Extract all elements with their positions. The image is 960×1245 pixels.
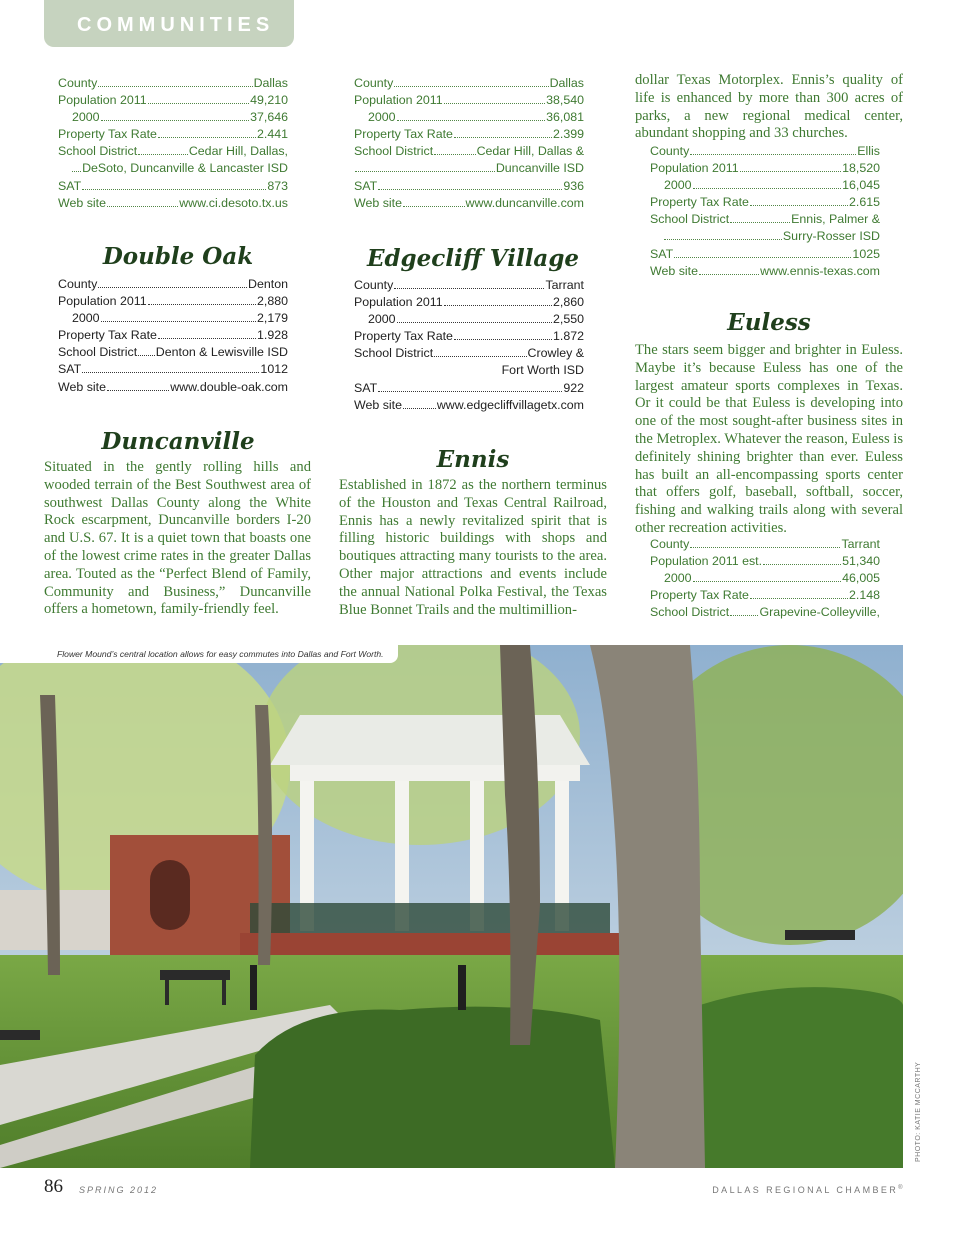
fact-row-tax-rate: Property Tax Rate 1.872 [354, 329, 584, 344]
heading-euless: Euless [727, 309, 811, 336]
website-link[interactable]: www.duncanville.com [465, 195, 584, 210]
fact-row-population-2011: Population 2011 18,520 [650, 161, 880, 176]
fact-row-population-2000: 2000 16,045 [664, 178, 880, 193]
heading-edgecliff-village: Edgecliff Village [366, 245, 580, 272]
fact-row-tax-rate: Property Tax Rate 2.441 [58, 127, 288, 142]
fact-row-population-2011: Population 2011 2,860 [354, 295, 584, 310]
fact-row-school-district: School District Ennis, Palmer & [650, 212, 880, 227]
fact-row-school-district-cont: Surry-Rosser ISD [650, 228, 880, 245]
website-link[interactable]: www.double-oak.com [170, 379, 288, 394]
fact-row-tax-rate: Property Tax Rate 2.148 [650, 588, 880, 603]
fact-row-county: County Tarrant [650, 537, 880, 551]
heading-ennis: Ennis [436, 446, 510, 473]
fact-row-school-district-cont: DeSoto, Duncanville & Lancaster ISD [58, 160, 288, 177]
fact-row-population-2011: Population 2011 est. 51,340 [650, 554, 880, 569]
fact-row-school-district: School District Crowley & [354, 346, 584, 361]
fact-row-school-district: School District Denton & Lewisville ISD [58, 345, 288, 360]
euless-paragraph: The stars seem bigger and brighter in Euless. Maybe it’s because Euless has one of the largest amateur sports complexes in Texas. Or it could be that Euless is developing into one of the most sought-after business sites in the Metroplex. Whatever the reason, Euless is definitely shining brighter than ever. Euless has built an all-encompassing sports center that offers golf, baseball, softball, soccer, fishing and walking trails along with several other recreation activities. [635, 342, 904, 536]
fact-row-tax-rate: Property Tax Rate 2.615 [650, 195, 880, 210]
fact-row-sat: SAT 936 [354, 178, 584, 193]
section-tab [44, 0, 294, 47]
issue-label: SPRING 2012 [79, 1185, 159, 1195]
fact-row-population-2000: 2000 46,005 [664, 571, 880, 586]
double-oak-facts [58, 276, 288, 396]
fact-row-county: County Denton [58, 277, 288, 291]
photo-credit: PHOTO: KATIE MCCARTHY [915, 1061, 922, 1162]
edgecliff-facts [354, 277, 584, 414]
fact-row-population-2000: 2000 37,646 [72, 110, 288, 125]
park-photo-illustration [0, 645, 903, 1168]
col1-top-facts [58, 75, 288, 212]
fact-row-county: County Dallas [58, 76, 288, 90]
duncanville-paragraph: Situated in the gently rolling hills and wooded terrain of the Best Southwest area of southwest Dallas County along the White Rock escarpment, Duncanville borders I-20 and U.S. 67. It is a quiet town that boasts one of the lowest crime rates in the greater Dallas area. Touted as the “Perfect Blend of Family, Community and Business,” Duncanville offers a hometown, family-friendly feel. [44, 459, 311, 618]
fact-row-county: County Dallas [354, 76, 584, 90]
website-link[interactable]: www.ci.desoto.tx.us [179, 195, 288, 210]
publication-name: DALLAS REGIONAL CHAMBER® [712, 1185, 905, 1195]
fact-row-population-2000: 2000 36,081 [368, 110, 584, 125]
fact-row-tax-rate: Property Tax Rate 2.399 [354, 127, 584, 142]
leader-dots [98, 77, 252, 87]
fact-row-population-2000: 2000 2,179 [72, 311, 288, 326]
fact-row-school-district: School District Grapevine-Colleyville, [650, 605, 880, 620]
section-tab-label: COMMUNITIES [77, 14, 275, 36]
fact-row-population-2011: Population 2011 49,210 [58, 93, 288, 108]
ennis-paragraph: Established in 1872 as the northern terminus of the Houston and Texas Central Railroad, Ennis has a newly revitalized spirit that is filling historic buildings with shops and boutiques attracting many tourists to the area. Other major attractions and events include the annual National Polka Festival, the Texas Blue Bonnet Trails and the multimillion- [339, 477, 607, 618]
fact-row-school-district-cont: Duncanville ISD [354, 160, 584, 177]
fact-row-county: County Tarrant [354, 278, 584, 292]
fact-row-sat: SAT 1025 [650, 246, 880, 261]
fact-row-school-district: School District Cedar Hill, Dallas & [354, 144, 584, 159]
fact-row-website: Web site www.double-oak.com [58, 379, 288, 396]
heading-double-oak: Double Oak [102, 243, 254, 270]
fact-row-school-district: School District Cedar Hill, Dallas, [58, 144, 288, 159]
heading-duncanville: Duncanville [101, 428, 255, 455]
fact-row-website: Web site www.ennis-texas.com [650, 263, 880, 280]
website-link[interactable]: www.edgecliffvillagetx.com [436, 397, 584, 412]
euless-facts [650, 536, 880, 621]
fact-row-school-district-cont: Fort Worth ISD [501, 363, 584, 378]
fact-row-population-2000: 2000 2,550 [368, 312, 584, 327]
photo-caption: Flower Mound’s central location allows for easy commutes into Dallas and Fort Worth. [0, 645, 398, 663]
fact-row-county: County Ellis [650, 144, 880, 158]
fact-row-sat: SAT 873 [58, 178, 288, 193]
park-photo [0, 645, 903, 1168]
fact-row-tax-rate: Property Tax Rate 1.928 [58, 328, 288, 343]
fact-row-website: Web site www.ci.desoto.tx.us [58, 195, 288, 212]
fact-row-population-2011: Population 2011 2,880 [58, 294, 288, 309]
fact-row-website: Web site www.duncanville.com [354, 195, 584, 212]
trademark-symbol: ® [898, 1185, 905, 1191]
fact-row-website: Web site www.edgecliffvillagetx.com [354, 397, 584, 414]
fact-row-sat: SAT 1012 [58, 362, 288, 377]
website-link[interactable]: www.ennis-texas.com [760, 263, 880, 278]
ennis-facts [650, 143, 880, 280]
fact-row-population-2011: Population 2011 38,540 [354, 93, 584, 108]
ennis-paragraph-cont: dollar Texas Motorplex. Ennis’s quality of life is enhanced by more than 300 acres of parks, a new regional medical center, abundant shopping and 33 churches. [635, 72, 903, 142]
page-number: 86 [44, 1176, 63, 1197]
col2-top-facts [354, 75, 584, 212]
fact-row-sat: SAT 922 [354, 380, 584, 395]
